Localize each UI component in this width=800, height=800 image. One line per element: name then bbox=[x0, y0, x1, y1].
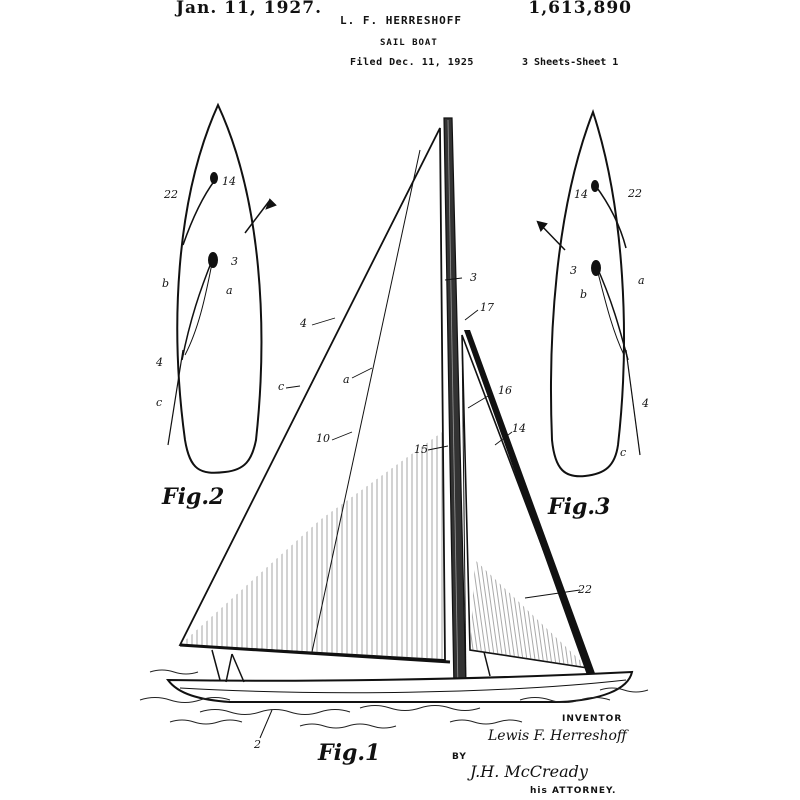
fig1-ref-22: 22 bbox=[578, 583, 592, 596]
hull bbox=[168, 672, 632, 702]
fig3-hull-plan bbox=[538, 112, 640, 476]
patent-number: 1,613,890 bbox=[528, 0, 632, 18]
filed-date: Filed Dec. 11, 1925 bbox=[350, 57, 474, 68]
fig2-ref-22: 22 bbox=[164, 188, 178, 201]
fig1-ref-3: 3 bbox=[470, 271, 477, 284]
attorney-label: his ATTORNEY. bbox=[530, 786, 617, 796]
fig2-label: Fig.2 bbox=[162, 484, 225, 510]
fig2-ref-a: a bbox=[226, 284, 233, 297]
fig1-label: Fig.1 bbox=[318, 740, 381, 766]
sheet-count: 3 Sheets-Sheet 1 bbox=[522, 57, 619, 68]
fig3-ref-c: c bbox=[620, 446, 627, 459]
fig1-ref-2: 2 bbox=[254, 738, 261, 751]
fig3-ref-a: a bbox=[638, 274, 645, 287]
by-label: BY bbox=[452, 752, 467, 762]
fig1-ref-a: a bbox=[343, 373, 350, 386]
fig1-ref-16: 16 bbox=[498, 384, 512, 397]
fig1-ref-4: 4 bbox=[300, 317, 307, 330]
fig1-ref-14: 14 bbox=[512, 422, 526, 435]
fig1-ref-15: 15 bbox=[414, 443, 428, 456]
inventor-signature: Lewis F. Herreshoff bbox=[488, 728, 627, 744]
fig3-ref-4: 4 bbox=[642, 397, 649, 410]
fig1-ref-c: c bbox=[278, 380, 285, 393]
fig3-ref-14: 14 bbox=[574, 188, 588, 201]
fig3-ref-b: b bbox=[580, 288, 588, 301]
fig1-ref-17: 17 bbox=[480, 301, 494, 314]
fig3-ref-22: 22 bbox=[628, 187, 642, 200]
fig2-ref-3: 3 bbox=[231, 255, 238, 268]
invention-title: SAIL BOAT bbox=[380, 38, 438, 48]
fig2-ref-c: c bbox=[156, 396, 163, 409]
fig2-hull-plan bbox=[168, 105, 275, 473]
fig2-ref-b: b bbox=[162, 277, 170, 290]
fig3-ref-3: 3 bbox=[570, 264, 577, 277]
inventor-name: L. F. HERRESHOFF bbox=[340, 14, 462, 27]
fig2-ref-4: 4 bbox=[156, 356, 163, 369]
fig3-label: Fig.3 bbox=[548, 494, 611, 520]
fig1-sailboat bbox=[140, 118, 648, 738]
attorney-signature: J.H. McCready bbox=[470, 762, 588, 781]
fig2-ref-14: 14 bbox=[222, 175, 236, 188]
inventor-label: INVENTOR bbox=[562, 714, 623, 724]
patent-date: Jan. 11, 1927. bbox=[176, 0, 322, 18]
fig1-ref-10: 10 bbox=[316, 432, 330, 445]
